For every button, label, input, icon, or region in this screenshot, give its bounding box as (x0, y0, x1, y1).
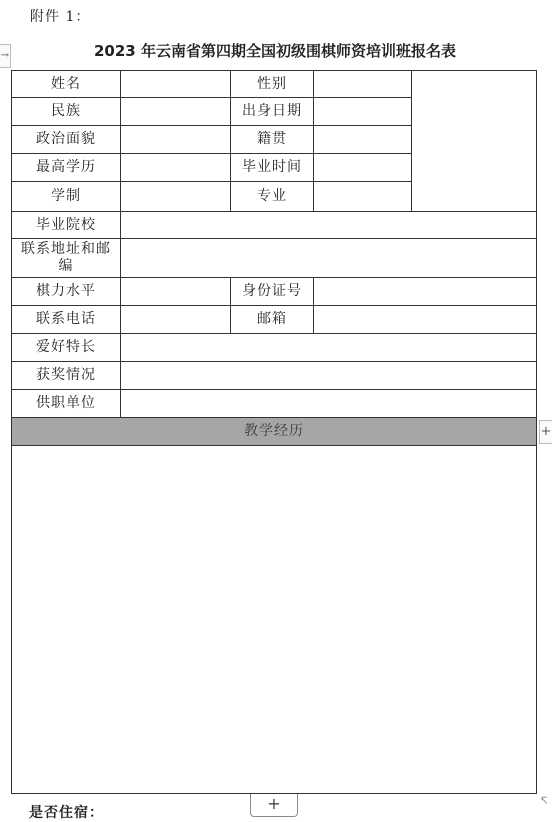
label-political-status: 政治面貌 (11, 125, 121, 154)
hobbies-field[interactable] (120, 333, 537, 362)
label-email: 邮箱 (230, 305, 314, 334)
attachment-label: 附件 1： (30, 9, 91, 25)
row-handle-arrow-icon[interactable]: → (0, 44, 11, 68)
accommodation-label: 是否住宿： (29, 805, 104, 821)
phone-field[interactable] (120, 305, 231, 334)
label-ethnicity: 民族 (11, 97, 121, 126)
education-field[interactable] (120, 153, 231, 182)
label-employer: 供职单位 (11, 389, 121, 418)
label-gender: 性别 (230, 70, 314, 98)
id-number-field[interactable] (313, 277, 537, 306)
label-education: 最高学历 (11, 153, 121, 182)
hometown-field[interactable] (313, 125, 412, 154)
label-study-length: 学制 (11, 181, 121, 212)
major-field[interactable] (313, 181, 412, 212)
chess-level-field[interactable] (120, 277, 231, 306)
graduation-time-field[interactable] (313, 153, 412, 182)
photo-cell[interactable] (411, 70, 537, 212)
school-field[interactable] (120, 211, 537, 239)
label-graduation-time: 毕业时间 (230, 153, 314, 182)
address-field[interactable] (120, 238, 537, 278)
label-hometown: 籍贯 (230, 125, 314, 154)
label-major: 专业 (230, 181, 314, 212)
label-address: 联系地址和邮编 (11, 238, 121, 278)
resize-corner-icon[interactable]: ↸ (540, 796, 549, 807)
label-chess-level: 棋力水平 (11, 277, 121, 306)
label-name: 姓名 (11, 70, 121, 98)
label-phone: 联系电话 (11, 305, 121, 334)
awards-field[interactable] (120, 361, 537, 390)
add-column-plus-icon[interactable]: + (539, 420, 552, 444)
birth-date-field[interactable] (313, 97, 412, 126)
study-length-field[interactable] (120, 181, 231, 212)
label-id-number: 身份证号 (230, 277, 314, 306)
label-birth-date: 出身日期 (230, 97, 314, 126)
name-field[interactable] (120, 70, 231, 98)
teaching-experience-header: 教学经历 (11, 417, 537, 446)
registration-form-table (11, 70, 537, 794)
employer-field[interactable] (120, 389, 537, 418)
ethnicity-field[interactable] (120, 97, 231, 126)
gender-field[interactable] (313, 70, 412, 98)
form-title: 2023 年云南省第四期全国初级围棋师资培训班报名表 (94, 42, 456, 60)
label-awards: 获奖情况 (11, 361, 121, 390)
label-hobbies: 爱好特长 (11, 333, 121, 362)
label-school: 毕业院校 (11, 211, 121, 239)
add-row-button[interactable]: + (250, 794, 298, 817)
email-field[interactable] (313, 305, 537, 334)
political-status-field[interactable] (120, 125, 231, 154)
teaching-experience-field[interactable] (11, 445, 537, 794)
